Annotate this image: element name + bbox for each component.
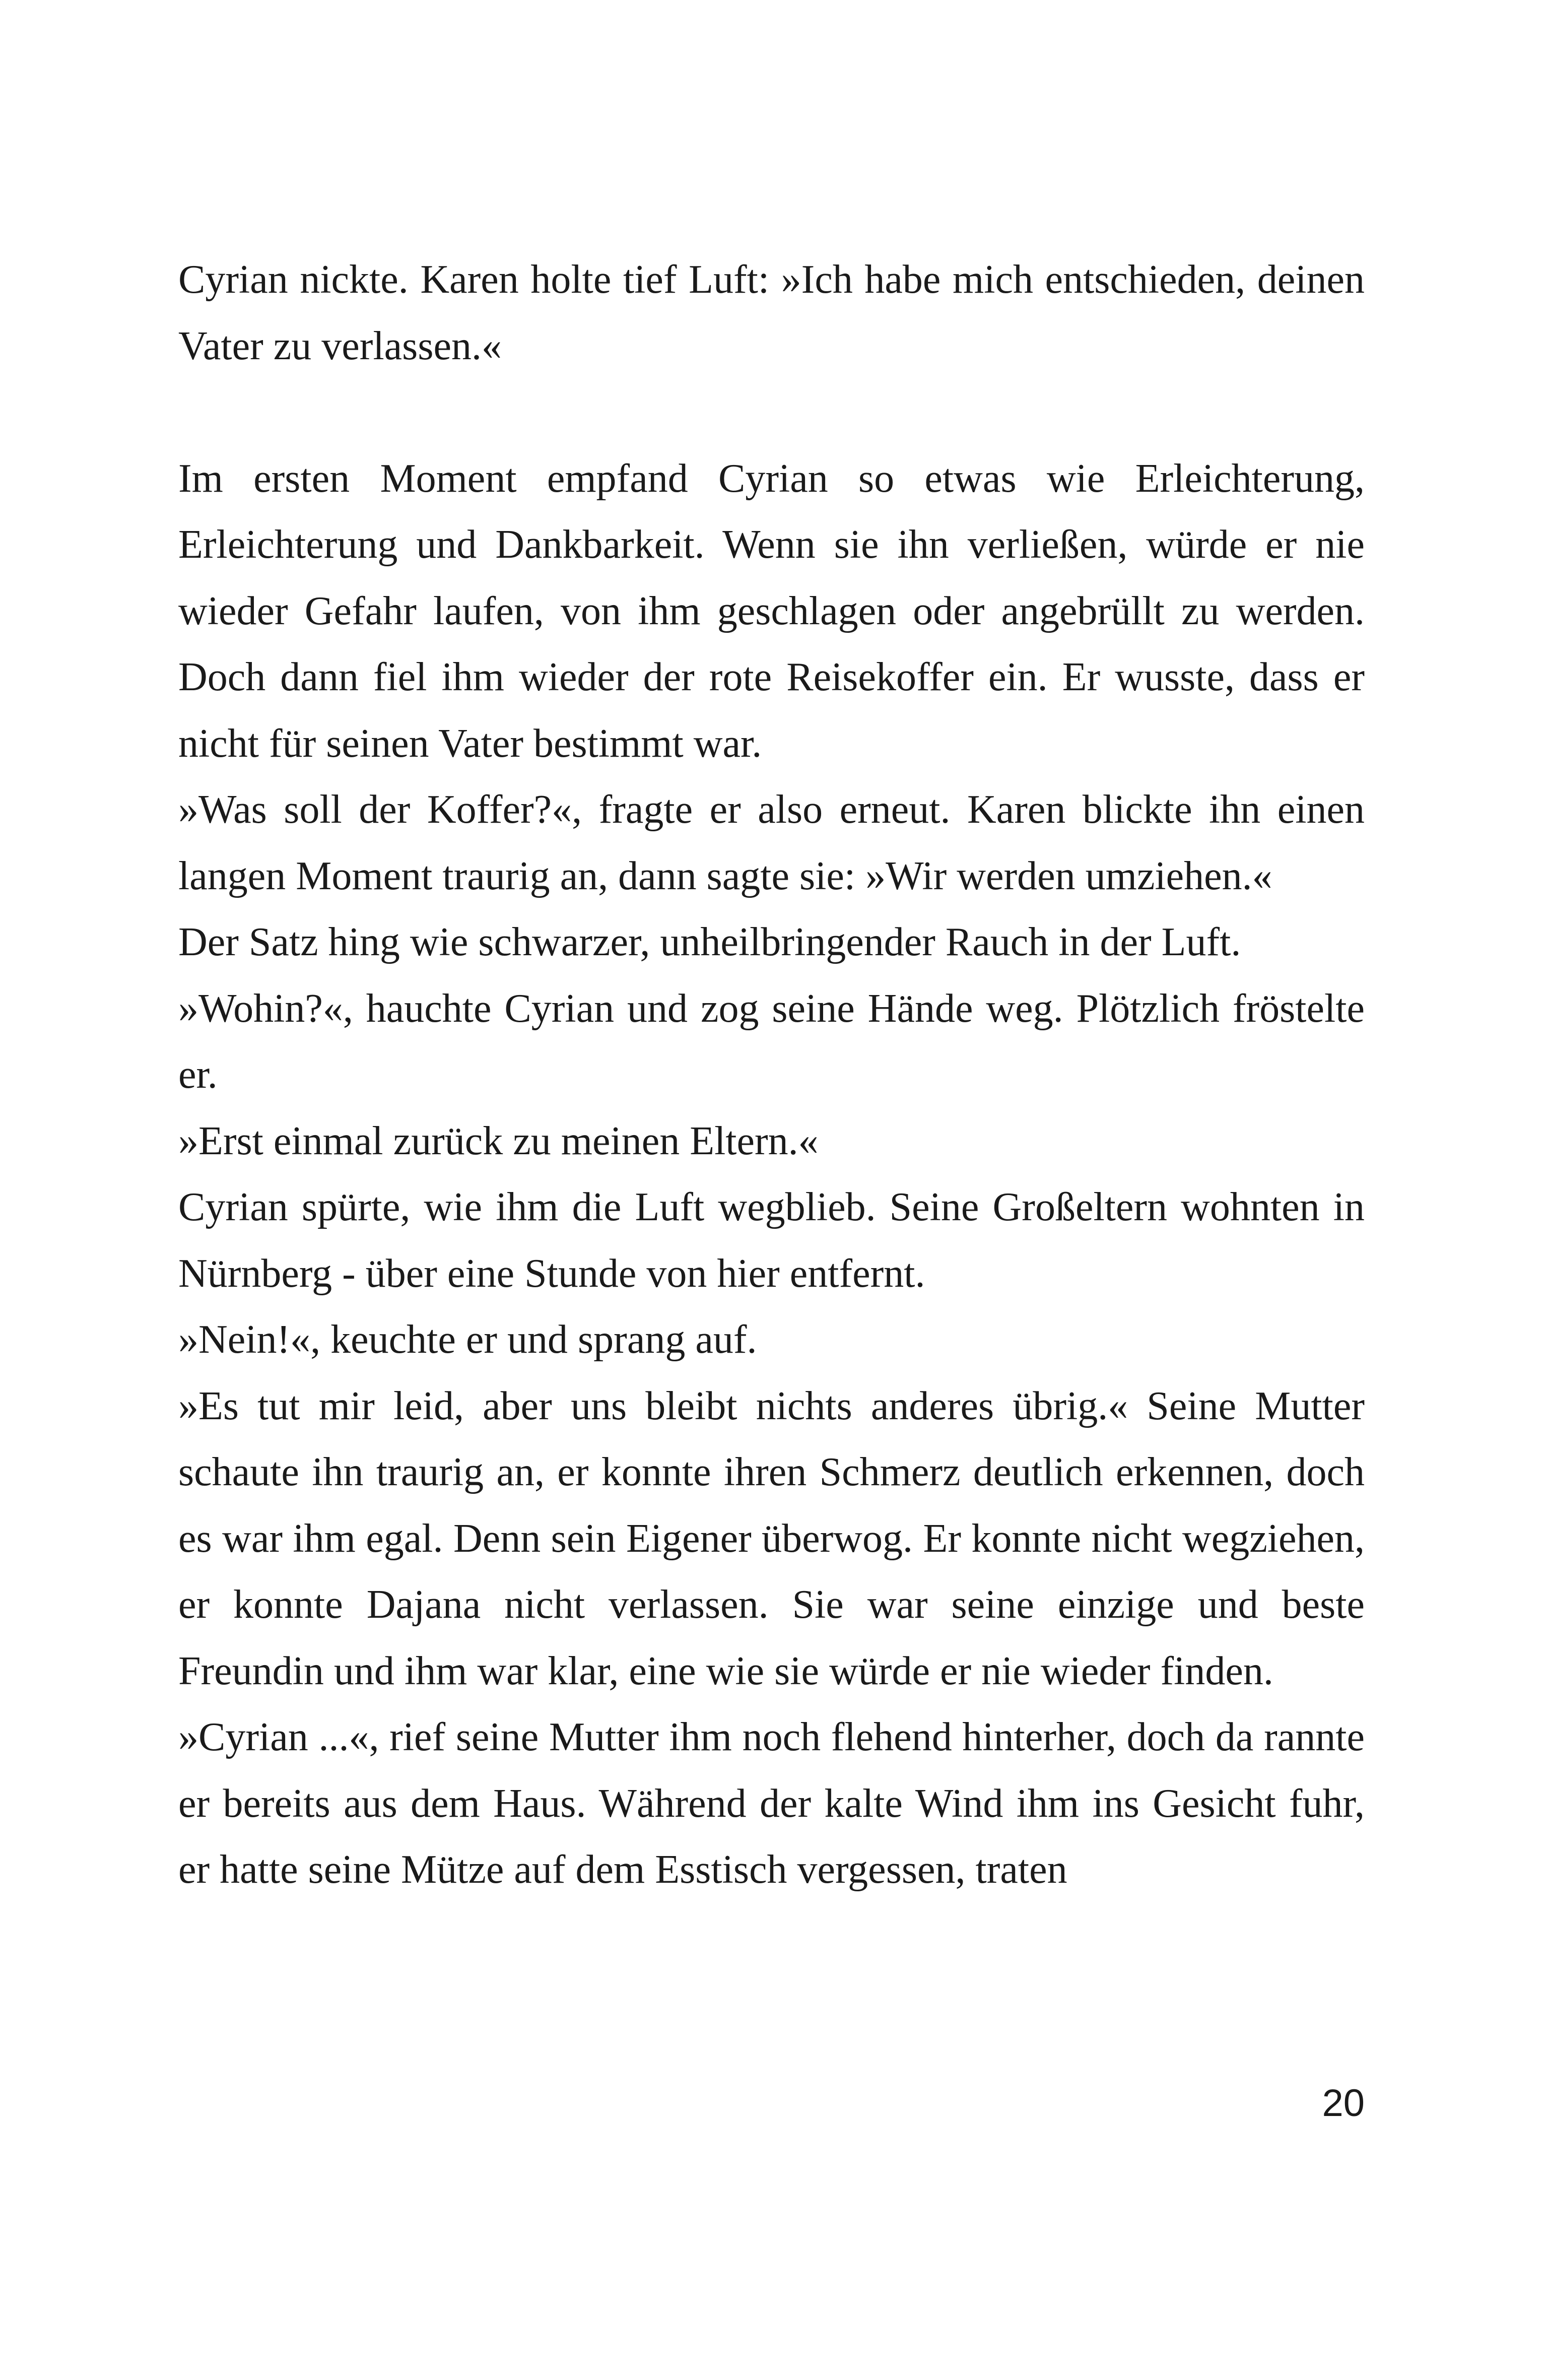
body-text: [178, 247, 1365, 1903]
paragraph: »Es tut mir leid, aber uns bleibt nichts anderes übrig.« Seine Mutter schaute ihn traurig an, er konnte ihren Schmerz deutlich erkennen, doch es war ihm egal. Denn sein Eigener überwog. Er konnte nicht wegziehen, er konnte Dajana nicht verlassen. Sie war seine einzige und beste Freundin und ihm war klar, eine wie sie würde er nie wieder finden.: [178, 1383, 1365, 1693]
paragraph: »Cyrian ...«, rief seine Mutter ihm noch flehend hinterher, doch da rannte er bereits aus dem Haus. Während der kalte Wind ihm ins Gesicht fuhr, er hatte seine Mütze auf dem Esstisch vergessen, traten: [178, 1715, 1365, 1892]
paragraph-spacer: [178, 379, 1365, 446]
paragraph: Cyrian spürte, wie ihm die Luft wegblieb. Seine Großeltern wohnten in Nürnberg - über eine Stunde von hier entfernt.: [178, 1185, 1365, 1296]
paragraph: Der Satz hing wie schwarzer, unheilbringender Rauch in der Luft.: [178, 920, 1241, 964]
paragraph: »Wohin?«, hauchte Cyrian und zog seine Hände weg. Plötzlich fröstelte er.: [178, 986, 1365, 1097]
paragraph: »Was soll der Koffer?«, fragte er also erneut. Karen blickte ihn einen langen Moment traurig an, dann sagte sie: »Wir werden umziehen.«: [178, 787, 1365, 898]
paragraph: »Nein!«, keuchte er und sprang auf.: [178, 1317, 757, 1362]
paragraph: Im ersten Moment empfand Cyrian so etwas wie Erleichterung, Erleichterung und Dankbarkeit. Wenn sie ihn verließen, würde er nie wieder Gefahr laufen, von ihm geschlagen oder angebrüllt zu werden. Doch dann fiel ihm wieder der rote Reisekoffer ein. Er wusste, dass er nicht für seinen Vater bestimmt war.: [178, 456, 1365, 766]
paragraph: Cyrian nickte. Karen holte tief Luft: »Ich habe mich entschieden, deinen Vater zu verlassen.«: [178, 257, 1365, 368]
page-number: 20: [1322, 2082, 1365, 2125]
paragraph: »Erst einmal zurück zu meinen Eltern.«: [178, 1118, 819, 1163]
